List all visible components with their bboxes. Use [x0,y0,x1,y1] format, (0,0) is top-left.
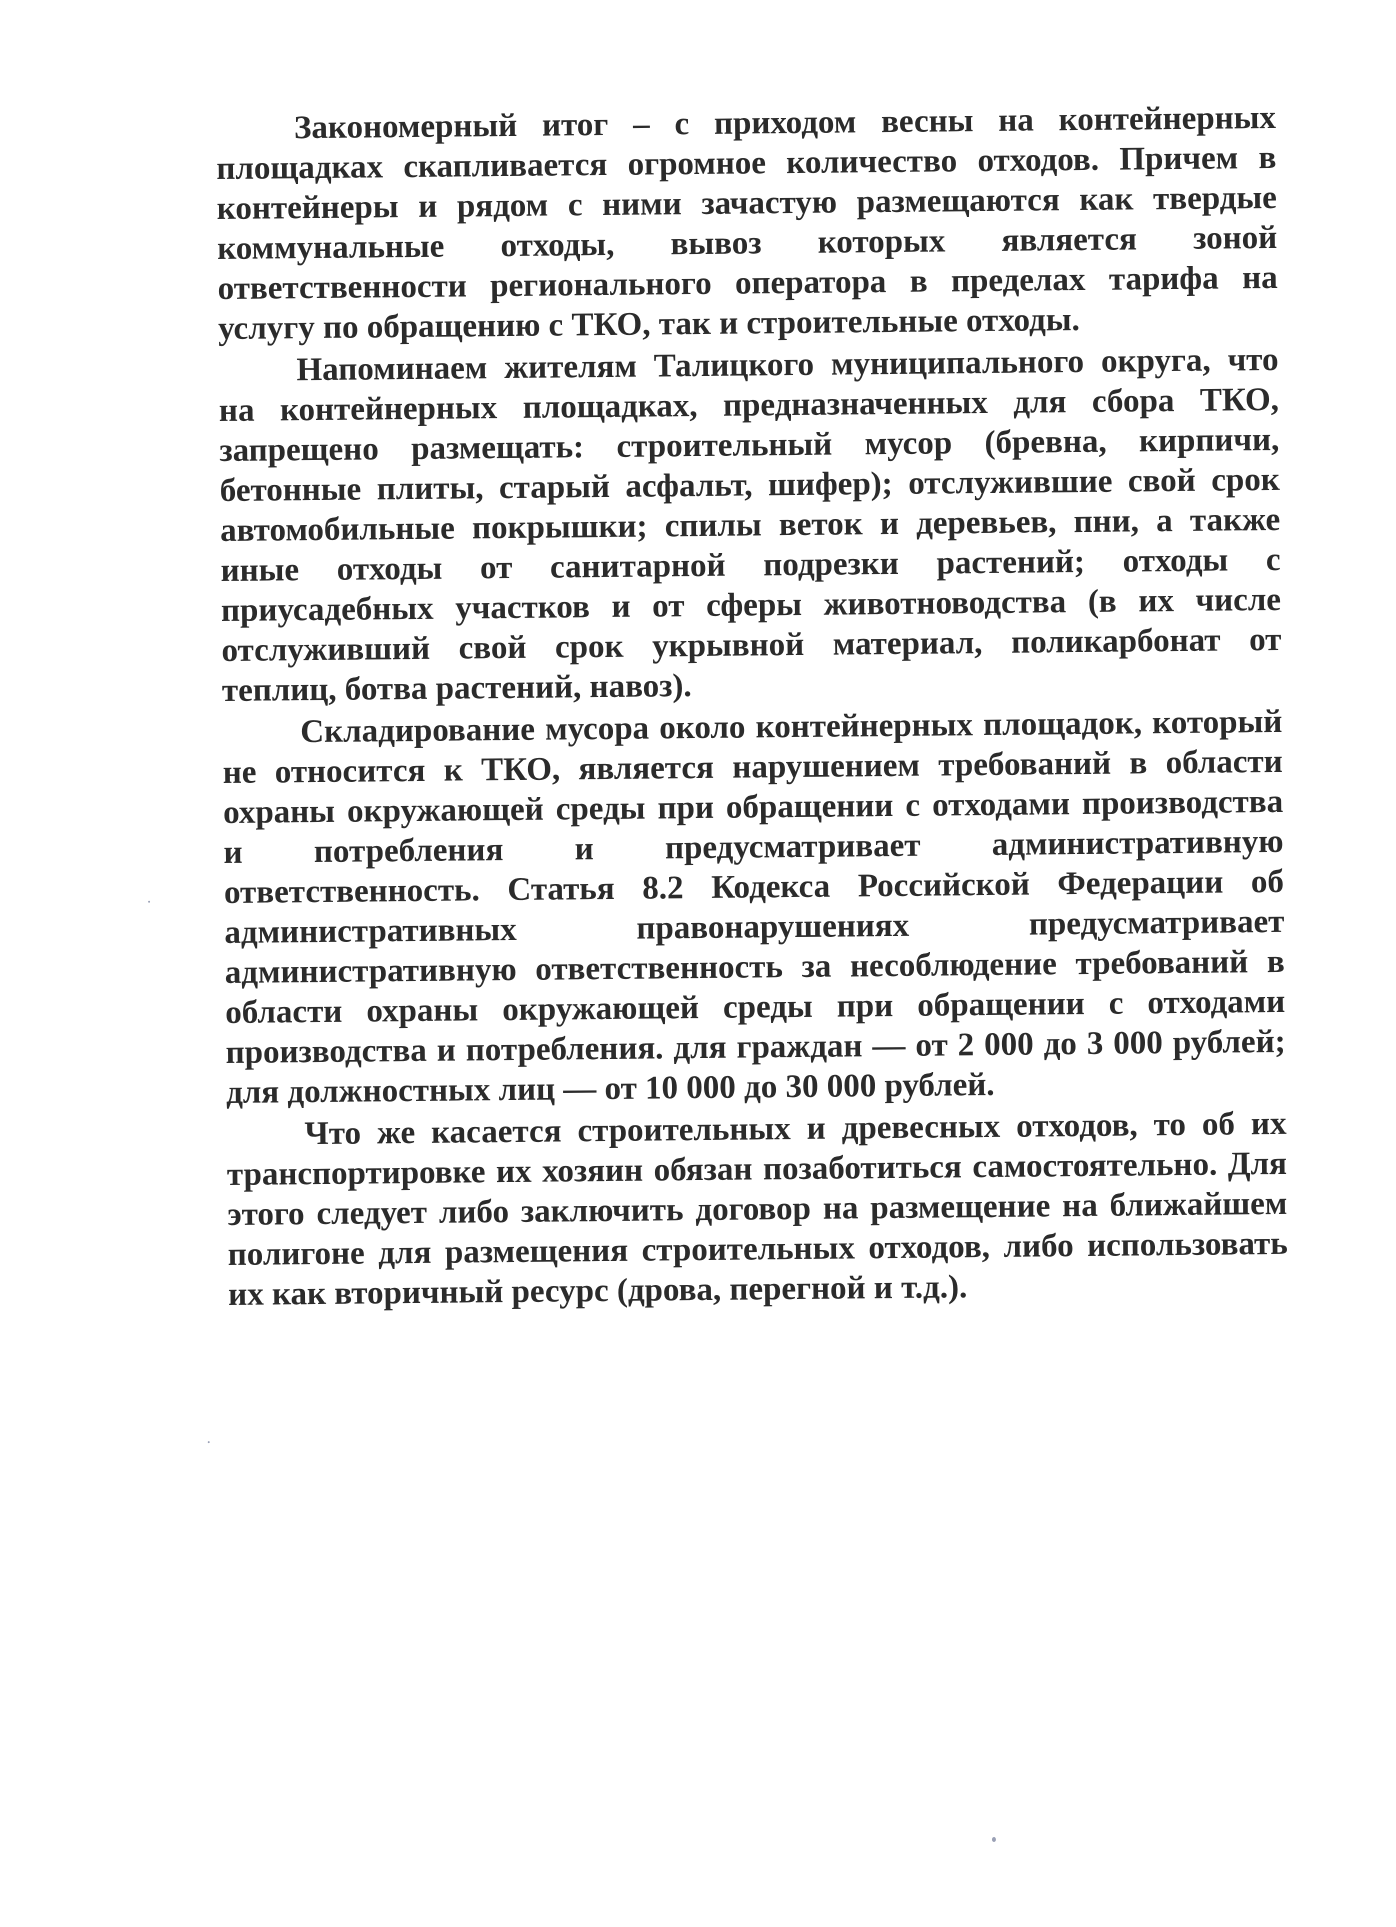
scan-speck [208,1441,210,1443]
paragraph-2: Напоминаем жителям Талицкого муниципального округа, что на контейнерных площадках, предназначенных для сбора ТКО, запрещено размещать: строительный мусор (бревна, кирпичи, бетонные плиты, старый асфальт, шифер); отслужившие свой срок автомобильные покрышки; спилы веток и деревьев, пни, а также иные отходы от санитарной подрезки растений; отходы с приусадебных участков и от сферы животноводства (в их числе отслуживший свой срок укрывной материал, поликарбонат от теплиц, ботва растений, навоз). [218,341,1282,710]
paragraph-1: Закономерный итог – с приходом весны на контейнерных площадках скапливается огромное количество отходов. Причем в контейнеры и рядом с ними зачастую размещаются как твердые коммунальные отходы, вывоз которых является зоной ответственности регионального оператора в пределах тарифа на услугу по обращению с ТКО, так и строительные отходы. [216,99,1278,348]
document-body [216,98,1289,1317]
scan-speck [148,901,150,903]
paragraph-3: Складирование мусора около контейнерных площадок, который не относится к ТКО, является нарушением требований в области охраны окружающей среды при обращении с отходами производства и потребления и предусматривает административную ответственность. Статья 8.2 Кодекса Российской Федерации об административных правонарушениях предусматривает административную ответственность за несоблюдение требований в области охраны окружающей среды при обращении с отходами производства и потребления. для граждан — от 2 000 до 3 000 рублей; для должностных лиц — от 10 000 до 30 000 рублей. [222,703,1286,1111]
paragraph-4: Что же касается строительных и древесных отходов, то об их транспортировке их хозяин обязан позаботиться самостоятельно. Для этого следует либо заключить договор на размещение на ближайшем полигоне для размещения строительных отходов, либо использовать их как вторичный ресурс (дрова, перегной и т.д.). [226,1105,1288,1313]
scan-speck [992,1837,996,1842]
